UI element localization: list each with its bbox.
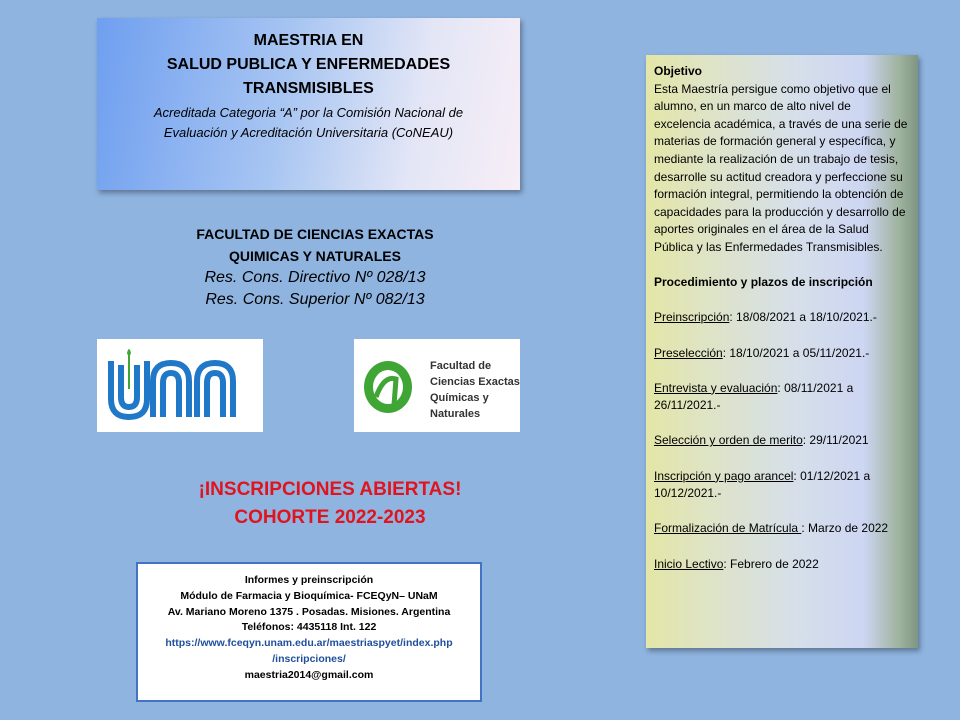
faculty-logo-graphic [354,339,520,432]
info-title: Informes y preinscripción [244,574,374,586]
faculty-logo-name-1: Facultad de [430,360,492,372]
objective-title: Objetivo [654,64,703,78]
schedule-item-preseleccion: Preselección: 18/10/2021 a 05/11/2021.- [654,345,870,360]
faculty-name-1: FACULTAD DE CIENCIAS EXACTAS [196,226,434,242]
schedule-item-entrevista: Entrevista y evaluación: 08/11/2021 a 26/11/2021.- [654,380,854,413]
announcement-cohort: COHORTE 2022-2023 [234,507,426,528]
announcement-open: ¡INSCRIPCIONES ABIERTAS! [198,479,462,500]
schedule-item-seleccion: Selección y orden de merito: 29/11/2021 [654,433,869,448]
procedure-title: Procedimiento y plazos de inscripción [654,275,873,290]
info-url-cont[interactable]: /inscripciones/ [272,652,346,665]
accreditation-line-1: Acreditada Categoria “A” por la Comisión Nacional de [153,105,464,120]
objective-text: Esta Maestría persigue como objetivo que el alumno, en un marco de alto nivel de excelencia académica, a través de una serie de materias de formación general y específica, y mediante la realización de un trabajo de tesis, desarrolle su actitud creadora y perfeccione su formación integral, permitiendo la obtención de capacidades para la producción y desarrollo de aportes originales en el área de la Salud Pública y las Enfermedades Transmisibles. [654,81,908,254]
faculty-logo-name-2: Ciencias Exactas, [430,376,520,388]
faculty-logo-name-3: Químicas y [430,392,489,404]
title-line-1: MAESTRIA EN [253,32,364,49]
unam-logo [97,339,263,432]
faculty-name-2: QUIMICAS Y NATURALES [229,248,401,264]
schedule-item-inscripcion: Inscripción y pago arancel: 01/12/2021 a 10/12/2021.- [654,468,871,501]
title-line-3: TRANSMISIBLES [243,80,374,97]
enrollment-announcement [150,476,510,532]
faculty-block [160,223,470,311]
info-phone: Teléfonos: 4435118 Int. 122 [241,621,377,634]
info-url[interactable]: https://www.fceqyn.unam.edu.ar/maestriaspyet/index.php [165,637,453,650]
contact-info-box [136,562,482,702]
info-module: Módulo de Farmacia y Bioquímica- FCEQyN– UNaM [180,589,438,602]
objective-panel [646,55,918,648]
unam-logo-graphic [97,339,263,432]
accreditation-line-2: Evaluación y Acreditación Universitaria (CoNEAU) [163,125,454,140]
schedule-item-preinscripcion: Preinscripción: 18/08/2021 a 18/10/2021.- [654,310,877,325]
program-title-box [97,18,520,190]
schedule-item-inicio: Inicio Lectivo: Febrero de 2022 [654,556,819,571]
resolution-directivo: Res. Cons. Directivo Nº 028/13 [204,269,426,286]
title-line-2: SALUD PUBLICA Y ENFERMEDADES [166,56,451,73]
resolution-superior: Res. Cons. Superior Nº 082/13 [205,291,425,308]
schedule-item-formalizacion: Formalización de Matrícula : Marzo de 2022 [654,521,889,536]
faculty-logo [354,339,520,432]
faculty-logo-name-4: Naturales [430,408,481,420]
info-address: Av. Mariano Moreno 1375 . Posadas. Misiones. Argentina [167,605,451,618]
info-email[interactable]: maestria2014@gmail.com [244,668,374,681]
